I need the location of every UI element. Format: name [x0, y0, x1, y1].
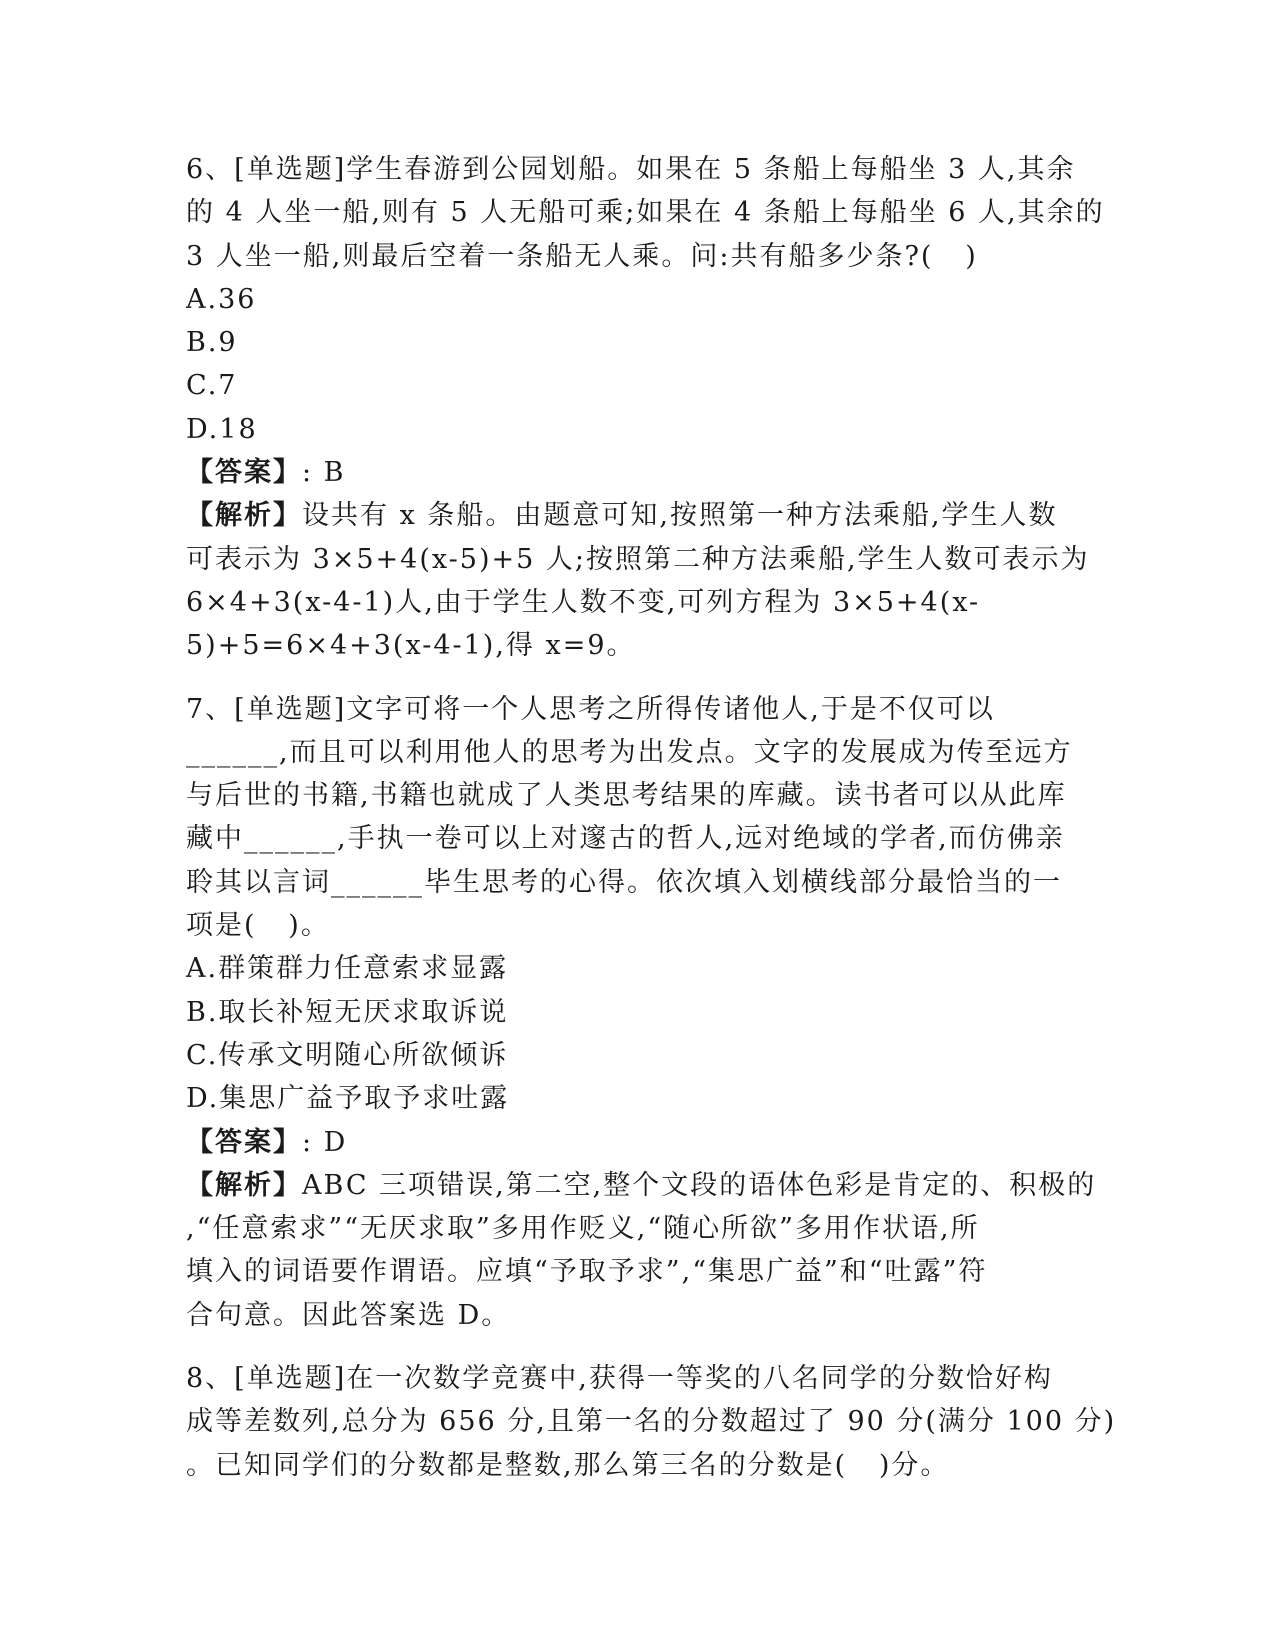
answer-label: 【答案】	[186, 457, 302, 489]
analysis-label: 【解析】	[186, 1169, 302, 1201]
answer-label: 【答案】	[186, 1126, 302, 1158]
question-7	[186, 688, 1097, 1337]
question-stem-line: 7、[单选题]文字可将一个人思考之所得传诸他人,于是不仅可以	[186, 693, 995, 725]
analysis-text: ABC 三项错误,第二空,整个文段的语体色彩是肯定的、积极的	[302, 1169, 1097, 1201]
question-stem-line: 与后世的书籍,书籍也就成了人类思考结果的库藏。读书者可以从此库	[186, 780, 1067, 812]
question-stem-line: 8、[单选题]在一次数学竞赛中,获得一等奖的八名同学的分数恰好构	[186, 1363, 1053, 1395]
question-stem-line: 。已知同学们的分数都是整数,那么第三名的分数是( )分。	[186, 1449, 950, 1481]
question-stem-line: 3 人坐一船,则最后空着一条船无人乘。问:共有船多少条?( )	[186, 240, 978, 272]
analysis-line: ,“任意索求”“无厌求取”多用作贬义,“随心所欲”多用作状语,所	[186, 1213, 980, 1245]
question-stem-line: 成等差数列,总分为 656 分,且第一名的分数超过了 90 分(满分 100 分)	[186, 1406, 1117, 1438]
option-b: B.9	[186, 327, 238, 359]
analysis-text: 设共有 x 条船。由题意可知,按照第一种方法乘船,学生人数	[302, 500, 1058, 532]
option-b: B.取长补短无厌求取诉说	[186, 996, 509, 1028]
question-spacer	[186, 668, 1086, 688]
answer-value: : B	[302, 457, 346, 489]
question-stem-line: ______,而且可以利用他人的思考为出发点。文字的发展成为传至远方	[186, 736, 1073, 768]
analysis-line: 填入的词语要作谓语。应填“予取予求”,“集思广益”和“吐露”符	[186, 1256, 988, 1288]
analysis-line	[186, 1164, 1097, 1207]
document-page	[186, 148, 1117, 1487]
option-d: D.18	[186, 413, 258, 445]
analysis-line: 合句意。因此答案选 D。	[186, 1299, 511, 1331]
question-stem-line: 项是( )。	[186, 910, 330, 942]
option-a: A.36	[186, 283, 257, 315]
question-spacer	[186, 1337, 1086, 1357]
answer-line	[186, 451, 1086, 494]
question-stem-line: 藏中______,手执一卷可以上对邃古的哲人,远对绝域的学者,而仿佛亲	[186, 823, 1065, 855]
question-stem-line: 聆其以言词______毕生思考的心得。依次填入划横线部分最恰当的一	[186, 866, 1062, 898]
option-c: C.传承文明随心所欲倾诉	[186, 1039, 509, 1071]
analysis-line: 可表示为 3×5+4(x-5)+5 人;按照第二种方法乘船,学生人数可表示为	[186, 543, 1090, 575]
answer-line	[186, 1121, 1086, 1164]
question-stem-line: 6、[单选题]学生春游到公园划船。如果在 5 条船上每船坐 3 人,其余	[186, 154, 1076, 185]
question-stem-line: 的 4 人坐一船,则有 5 人无船可乘;如果在 4 条船上每船坐 6 人,其余的	[186, 197, 1105, 229]
question-8	[186, 1357, 1117, 1487]
option-d: D.集思广益予取予求吐露	[186, 1083, 510, 1115]
analysis-line: 6×4+3(x-4-1)人,由于学生人数不变,可列方程为 3×5+4(x-	[186, 586, 981, 618]
analysis-line	[186, 494, 1086, 537]
question-6	[186, 148, 1105, 668]
answer-value: : D	[302, 1126, 348, 1158]
analysis-label: 【解析】	[186, 500, 302, 532]
analysis-line: 5)+5=6×4+3(x-4-1),得 x=9。	[186, 630, 636, 662]
option-c: C.7	[186, 370, 238, 402]
option-a: A.群策群力任意索求显露	[186, 953, 509, 985]
